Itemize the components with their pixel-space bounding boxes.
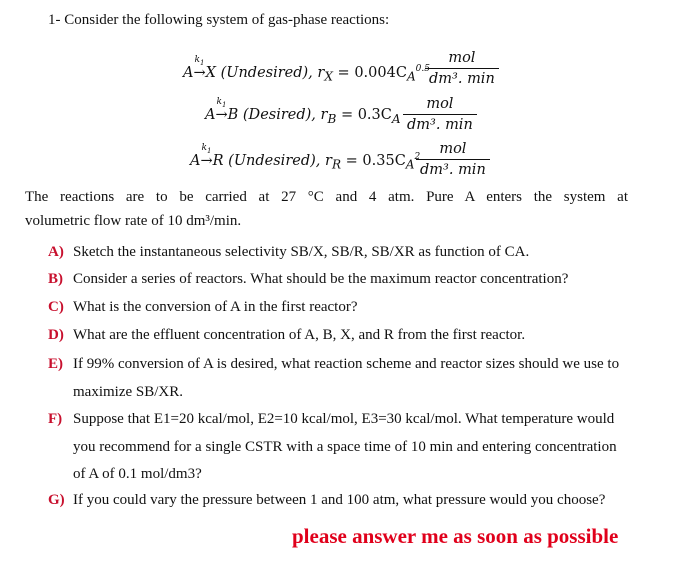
question-label: D) xyxy=(48,327,64,343)
question-text: Consider a series of reactors. What should be the maximum reactor concentration? xyxy=(73,271,569,287)
question-label: G) xyxy=(48,492,65,508)
conditions-line-1: The reactions are to be carried at 27 °C and 4 atm. Pure A enters the system at xyxy=(25,189,628,205)
question-text: If 99% conversion of A is desired, what reaction scheme and reactor sizes should we use to maximize SB/XR. xyxy=(73,356,620,400)
units-fraction-3: mol dm³. min xyxy=(416,141,490,178)
question-label: F) xyxy=(48,411,63,427)
question-text: What are the effluent concentration of A, B, X, and R from the first reactor. xyxy=(73,327,526,343)
reaction-equation-1: A→ $k_1$ X (Undesired), $r_X = 0.004C_A^{0.5}$ xyxy=(183,54,430,84)
question-text: Sketch the instantaneous selectivity SB/X, SB/R, SB/XR as function of CA. xyxy=(73,244,530,260)
question-label: E) xyxy=(48,356,63,372)
units-fraction-1: mol dm³. min xyxy=(425,50,499,87)
reaction-equation-3: A→ $k_1$ R (Undesired), $r_R = 0.35C_A^2$ xyxy=(190,142,421,172)
reaction-arrow: → $k_1$ xyxy=(200,142,213,169)
question-text: What is the conversion of A in the first reactor? xyxy=(73,299,358,315)
urgent-request-text: please answer me as soon as possible xyxy=(292,524,619,548)
question-label: A) xyxy=(48,244,64,260)
units-fraction-2: mol dm³. min xyxy=(403,96,477,133)
conditions-paragraph xyxy=(25,185,628,233)
question-text: Suppose that E1=20 kcal/mol, E2=10 kcal/mol, E3=30 kcal/mol. What temperature would you recommend for a single CSTR with a space time of 10 min and entering concentration of A of 0.1 mol/dm3? xyxy=(73,411,617,482)
question-label: B) xyxy=(48,271,63,287)
question-text: If you could vary the pressure between 1 and 100 atm, what pressure would you choose? xyxy=(73,492,606,508)
reaction-arrow: → $k_1$ xyxy=(193,54,206,81)
question-title: 1- Consider the following system of gas-phase reactions: xyxy=(48,12,390,28)
conditions-line-2: volumetric flow rate of 10 dm³/min. xyxy=(25,213,242,229)
reaction-equation-2: A→ $k_1$ B (Desired), $r_B = 0.3C_A$ xyxy=(205,97,401,126)
question-label: C) xyxy=(48,299,64,315)
reaction-arrow: → $k_1$ xyxy=(215,97,228,123)
